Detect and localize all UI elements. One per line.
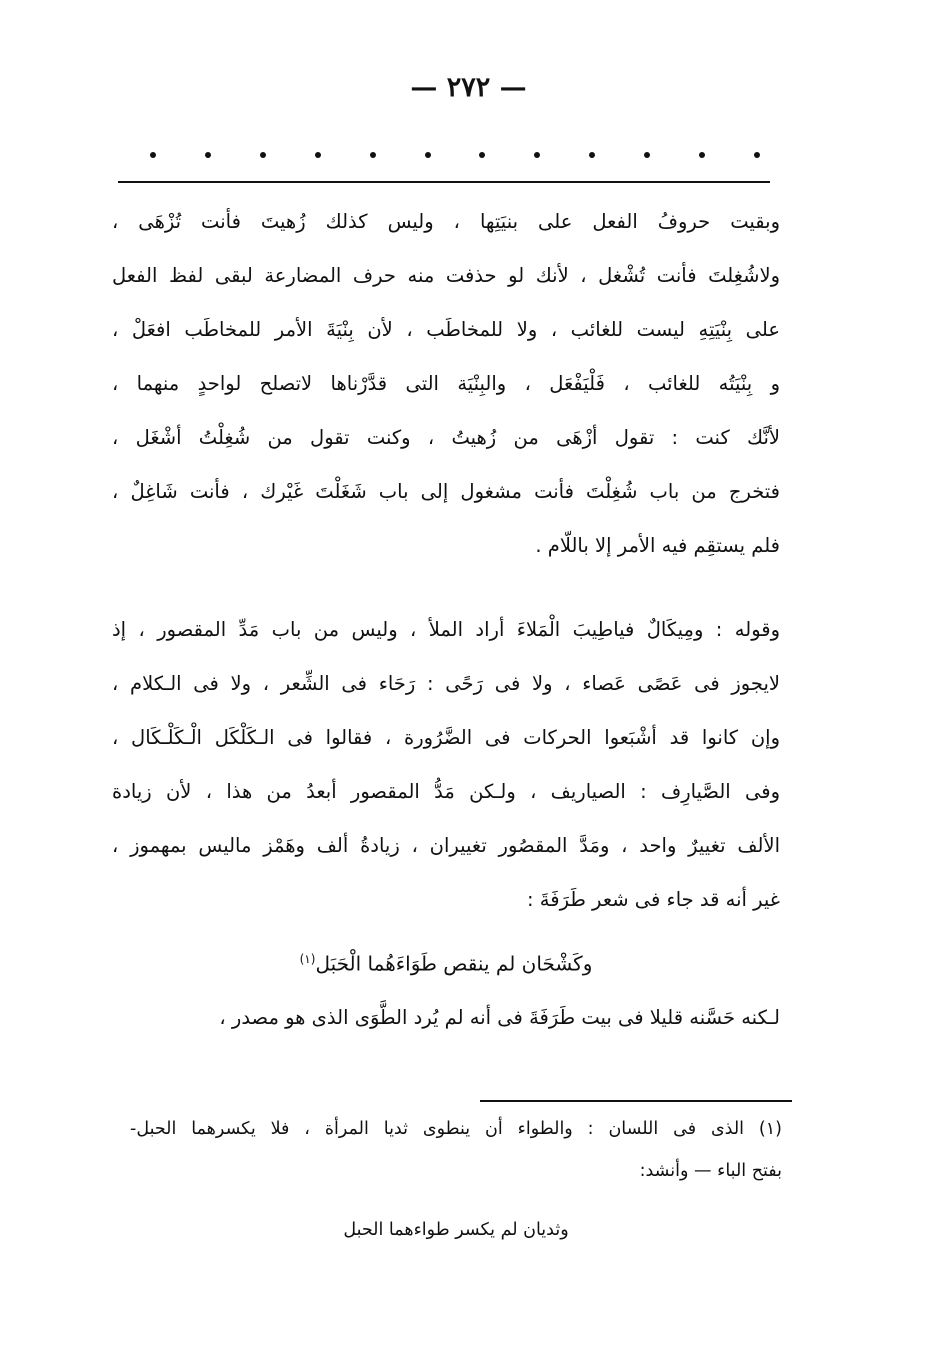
separator-dot xyxy=(370,152,376,158)
separator-dot xyxy=(260,152,266,158)
text-line: وقوله : ومِيكَالٌ فياطِيبَ الْمَلاءَ أراد الملأ ، وليس من باب مَدِّ المقصور ، إذ xyxy=(112,618,780,641)
verse-text: وكَشْحَان لم ينقص طَوَاءَهُما الْحَبَل xyxy=(315,951,593,976)
text-line: على بِنْيَتِهِ ليست للغائب ، ولا للمخاطَب ، لأن بِنْيَةَ الأمر للمخاطَب افعَلْ ، xyxy=(112,318,780,341)
text-line: وإن كانوا قد أشْبَعوا الحركات فى الضَّرُورة ، فقالوا فى الـكَلْكَل الْـكَلْـكَال ، xyxy=(112,726,780,749)
separator-dot xyxy=(534,152,540,158)
footnote xyxy=(130,1108,782,1260)
text-line: و بِنْيَتُه للغائب ، فَلْيَفْعَل ، والبِنْيَة التى قدَّرْناها لاتصلح لواحدٍ منهما ، xyxy=(112,372,780,395)
text-line: لايجوز فى عَصًى عَصاء ، ولا فى رَحًى : رَحَاء فى الشِّعر ، ولا فى الـكلام ، xyxy=(112,672,780,695)
text-line: فتخرج من باب شُغِلْتَ فأنت مشغول إلى باب شَغَلْتَ غَيْرك ، فأنت شَاغِلٌ ، xyxy=(112,480,780,503)
separator-dot xyxy=(589,152,595,158)
main-text xyxy=(112,195,780,1045)
footnote-line: بفتح الباء — وأنشد: xyxy=(639,1161,782,1181)
separator-dot xyxy=(315,152,321,158)
header-rule xyxy=(118,181,770,183)
text-line: غير أنه قد جاء فى شعر طَرَفَةَ : xyxy=(527,888,780,911)
separator-dot xyxy=(644,152,650,158)
footnote-rule xyxy=(480,1100,792,1102)
separator-dots xyxy=(150,145,760,165)
poem-verse xyxy=(112,927,780,991)
paragraph-gap xyxy=(112,573,780,603)
separator-dot xyxy=(150,152,156,158)
text-line: فلم يستقِم فيه الأمر إلا باللّام . xyxy=(535,534,780,557)
footnote-verse: وثديان لم يكسر طواءهما الحبل xyxy=(343,1220,569,1240)
separator-dot xyxy=(699,152,705,158)
separator-dot xyxy=(205,152,211,158)
closing-line: لـكنه حَسَّنه قليلا فى بيت طَرَفَةَ فى أنه لم يُرد الطَّوَى الذى هو مصدر ، xyxy=(219,1006,780,1029)
text-line: الألف تغييرٌ واحد ، ومَدَّ المقصُور تغييران ، زيادةُ ألف وهَمْز ماليس بمهموز ، xyxy=(112,834,780,857)
text-line: وفى الصَّيارِف : الصياريف ، ولـكن مَدُّ المقصور أبعدُ من هذا ، لأن زيادة xyxy=(112,780,780,803)
separator-dot xyxy=(425,152,431,158)
text-line: ولاشُغِلتَ فأنت تُشْغل ، لأنك لو حذفت منه حرف المضارعة لبقى لفظ الفعل xyxy=(112,264,780,287)
text-line: وبقيت حروفُ الفعل على بنيَتِها ، وليس كذلك زُهيتَ فأنت تُزْهَى ، xyxy=(112,210,780,233)
separator-dot xyxy=(479,152,485,158)
text-line: لأنَّك كنت : تقول أزْهَى من زُهيتُ ، وكنت تقول من شُغِلْتُ أشْغَل ، xyxy=(112,426,780,449)
separator-dot xyxy=(754,152,760,158)
footnote-line: (١) الذى فى اللسان : والطواء أن ينطوى ثديا المرأة ، فلا يكسرهما الحبل- xyxy=(130,1119,782,1139)
page-number: — ٢٧٢ — xyxy=(410,72,527,103)
footnote-marker: (١) xyxy=(299,952,316,966)
